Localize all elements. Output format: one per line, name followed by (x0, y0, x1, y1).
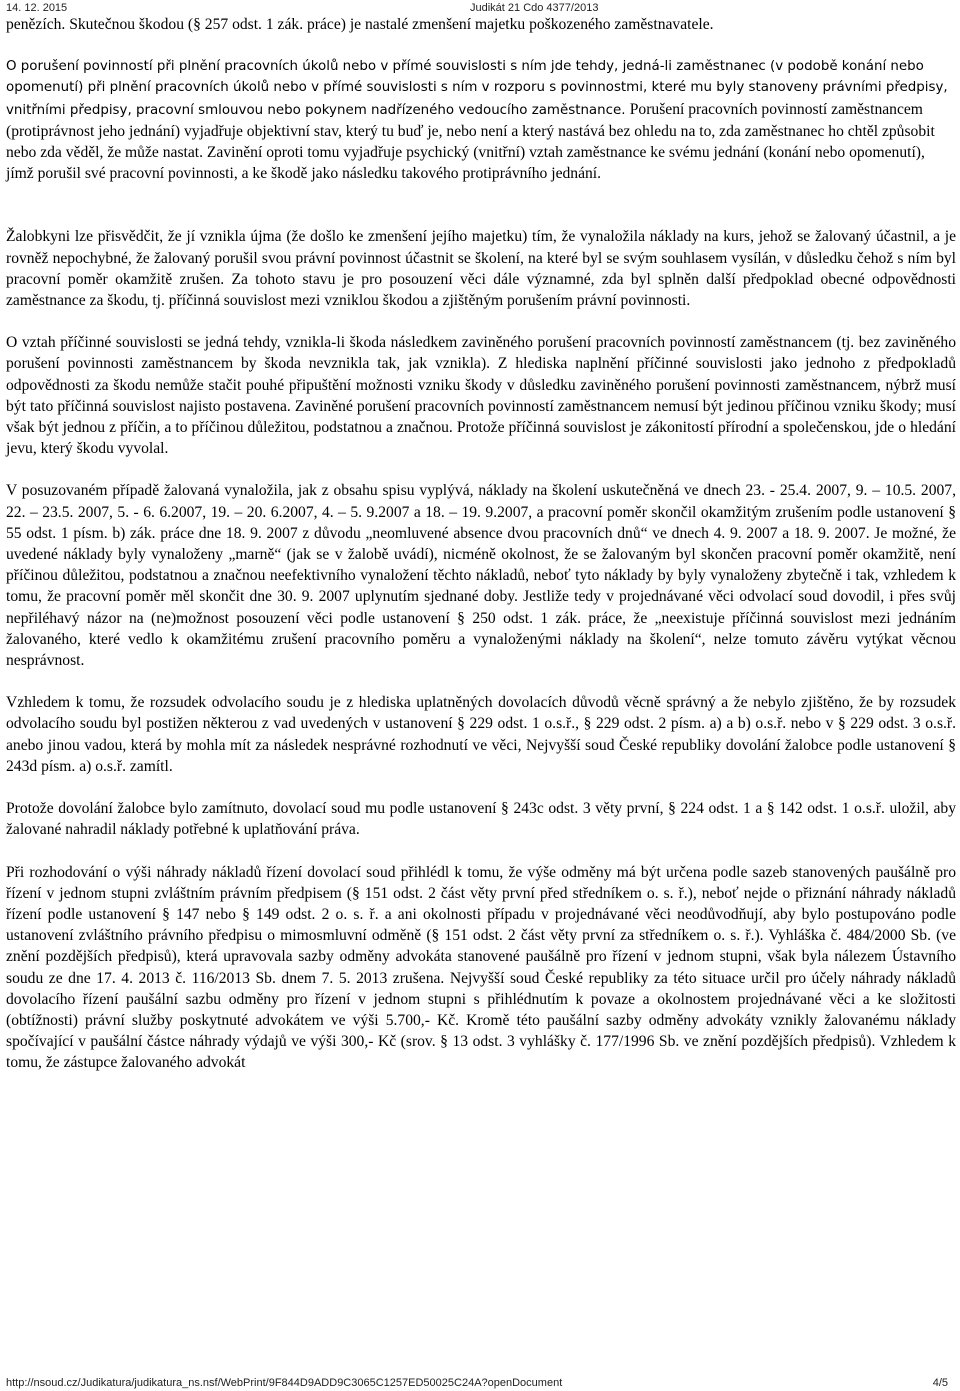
paragraph-case-assessment: V posuzovaném případě žalovaná vynaložila, jak z obsahu spisu vyplývá, náklady na školení uskutečněná ve dnech 23. - 25.4. 2007, 9. – 10.5. 2007, 22. – 23.5. 2007, 5. - 6. 6.2007, 19. – 20. 6.2007, 4. – 5. 9.2007 a 18. – 19. 9.2007, a pracovní poměr skončil okamžitým zrušením podle ustanovení § 55 odst. 1 písm. b) zák. práce dne 18. 9. 2007 z důvodu „neomluvené absence dvou pracovních dnů“ ve dnech 4. 9. 2007 a 18. 9. 2007. Je možné, že uvedené náklady byly vynaloženy „marně“ (jak se v žalobě uvádí), nicméně okolnost, že se žalovaným byl skončen pracovní poměr okamžitě, není příčinou důležitou, podstatnou a značnou neefektivního vynaložení těchto nákladů, neboť tyto náklady by byly vynaloženy zbytečně i tak, vzhledem k tomu, že pracovní poměr měl skončit dne 30. 9. 2007 uplynutím sjednané doby. Jestliže tedy v projednávané věci odvolací soud dovodil, i přes svůj nepřiléhavý názor na (ne)možnost posouzení věci podle ustanovení § 250 odst. 1 zák. práce, že „neexistuje příčinná souvislost mezi jednáním žalovaného, které vedlo k okamžitému zrušení pracovního poměru a vynaloženými náklady na školení“, nelze tomuto závěru vytýkat věcnou nesprávnost. (6, 482, 956, 670)
paragraph-plaintiff-loss: Žalobkyni lze přisvědčit, že jí vznikla újma (že došlo ke zmenšení jejího majetku) tím, že vynaložila náklady na kurs, jehož se žalovaný účastnil, a je rovněž nepochybné, že žalovaný porušil svou právní povinnost účastnit se školení, na které byl se svým souhlasem vysílán, v důsledku čehož s ním byl pracovní poměr okamžitě zrušen. Za tohoto stavu je pro posouzení věci dále významné, zda byl splněn další předpoklad obecné odpovědnosti zaměstnance za škodu, tj. příčinná souvislost mezi vzniklou škodou a zjištěným porušením právní povinnosti. (6, 228, 956, 310)
paragraph-causation: O vztah příčinné souvislosti se jedná tehdy, vznikla-li škoda následkem zaviněného porušení pracovních povinností zaměstnancem (tj. bez zaviněného porušení povinnosti zaměstnancem by škoda nevznikla tak, jak vznikla). Z hlediska naplnění příčinné souvislosti jako jednoho z předpokladů odpovědnosti za škodu nemůže stačit pouhé připuštění možnosti vzniku škody v důsledku zaviněného porušení povinnosti zaměstnancem, nýbrž musí být tato příčinná souvislost najisto postavena. Zaviněné porušení pracovních povinností zaměstnancem nemusí být jedinou příčinou vzniku škody; musí však být jednou z příčin, a to příčinou důležitou, podstatnou a značnou. Protože příčinná souvislost je zákonitostí přírodní a společenskou, jde o hledání jevu, který škodu vyvolal. (6, 334, 956, 458)
document-body (6, 14, 956, 1074)
paragraph-duty-breach: O porušení povinností při plnění pracovních úkolů nebo v přímé souvislosti s ním jde tehdy, jedná-li zaměstnanec (v podobě konání nebo opomenutí) při plnění pracovních úkolů nebo v přímé souvislosti s ním v rozporu s povinnostmi, které mu byly stanoveny právními předpisy, vnitřními předpisy, pracovní smlouvou nebo pokynem nadřízeného vedoucího zaměstnance. (6, 59, 948, 118)
spacer (6, 184, 956, 205)
page-number: 4/5 (932, 1377, 948, 1389)
paragraph-appeal-dismissed: Vzhledem k tomu, že rozsudek odvolacího soudu je z hlediska uplatněných dovolacích důvodů věcně správný a že nebylo zjištěno, že by rozsudek odvolacího soudu byl postižen některou z vad uvedených v ustanovení § 229 odst. 1 o.s.ř., § 229 odst. 2 písm. a) a b) o.s.ř. nebo v § 229 odst. 3 o.s.ř. anebo jinou vadou, která by mohla mít za následek nesprávné rozhodnutí ve věci, Nejvyšší soud České republiky dovolání žalobce podle ustanovení § 243d písm. a) o.s.ř. zamítl. (6, 694, 956, 775)
document-title: Judikát 21 Cdo 4377/2013 (470, 2, 599, 14)
source-url: http://nsoud.cz/Judikatura/judikatura_ns.nsf/WebPrint/9F844D9ADD9C3065C1257ED50025C24A?openDocument (6, 1377, 563, 1389)
paragraph-fault: Porušení pracovních povinností zaměstnancem (protiprávnost jeho jednání) vyjadřuje objektivní stav, který tu buď je, nebo není a který nastává bez ohledu na to, zda zaměstnanec ho chtěl způsobit nebo zda věděl, že může nastat. Zavinění oproti tomu vyjadřuje psychický (vnitřní) vztah zaměstnance ke svému jednání (konání nebo opomenutí), jímž porušil své pracovní povinnosti, a ke škodě jako následku takového protiprávního jednání. (6, 100, 935, 183)
print-date: 14. 12. 2015 (6, 2, 68, 14)
paragraph-costs-order: Protože dovolání žalobce bylo zamítnuto, dovolací soud mu podle ustanovení § 243c odst. 3 věty první, § 224 odst. 1 a § 142 odst. 1 o.s.ř. uložil, aby žalované nahradil náklady potřebné k uplatňování práva. (6, 800, 956, 839)
paragraph-costs-calculation: Při rozhodování o výši náhrady nákladů řízení dovolací soud přihlédl k tomu, že výše odměny má být určena podle sazeb stanovených paušálně pro řízení v jednom stupni zvláštním právním předpisem (§ 151 odst. 2 část věty první před středníkem o. s. ř.), neboť nejde o přiznání náhrady nákladů řízení podle ustanovení § 147 nebo § 149 odst. 2 o. s. ř. a ani okolnosti případu v projednávané věci neodůvodňují, aby bylo postupováno podle ustanovení zvláštního právního předpisu o mimosmluvní odměně (§ 151 odst. 2 část věty první za středníkem o. s. ř.). Vyhláška č. 484/2000 Sb. (ve znění pozdějších předpisů), která upravovala sazby odměny advokáta stanovené paušálně pro řízení v jednom stupni, však byla nálezem Ústavního soudu ze dne 17. 4. 2013 č. 116/2013 Sb. dnem 7. 5. 2013 zrušena. Nejvyšší soud České republiky za této situace určil pro účely náhrady nákladů dovolacího řízení paušální sazbu odměny pro řízení v jednom stupni s přihlédnutím k povaze a okolnostem projednávané věci a ke složitosti (obtížnosti) právní služby poskytnuté advokátem ve výši 5.700,- Kč. Kromě této paušální sazby odměny advokáty vznikly žalovanému náklady spočívající v paušální částce náhrady výdajů ve výši 300,- Kč (srov. § 13 odst. 3 vyhlášky č. 177/1996 Sb. ve znění pozdějších předpisů). Vzhledem k tomu, že zástupce žalovaného advokát (6, 863, 956, 1072)
print-footer (0, 1376, 960, 1391)
paragraph-damage-definition: penězích. Skutečnou škodou (§ 257 odst. 1 zák. práce) je nastalé zmenšení majetku poškozeného zaměstnavatele. (6, 16, 714, 33)
